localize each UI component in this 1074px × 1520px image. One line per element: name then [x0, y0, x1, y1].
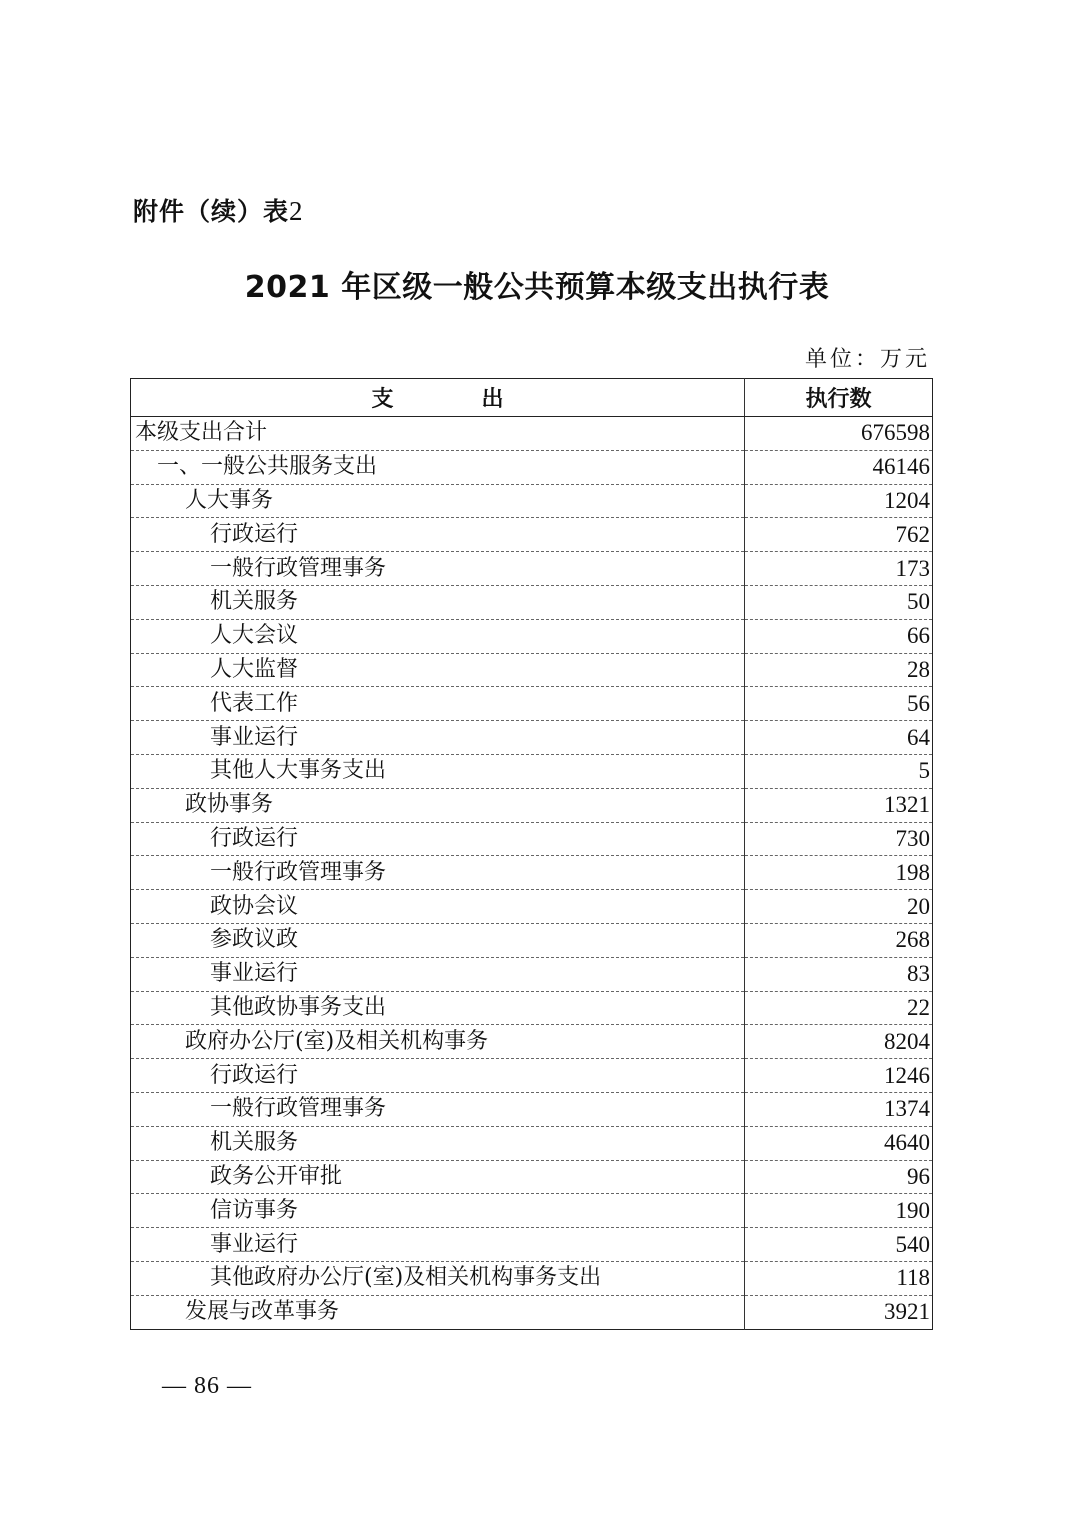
page-number: — 86 —: [162, 1373, 252, 1399]
row-item-name: 参政议政: [131, 923, 745, 957]
table-row: [131, 417, 933, 451]
row-executed-amount: 1374: [745, 1092, 933, 1126]
table-body: [131, 417, 933, 1330]
row-item-name: 政协会议: [131, 890, 745, 924]
table-row: [131, 1295, 933, 1329]
budget-table: [130, 378, 933, 1330]
row-item-name: 代表工作: [131, 687, 745, 721]
table-row: [131, 1160, 933, 1194]
table-row: [131, 1228, 933, 1262]
row-executed-amount: 83: [745, 957, 933, 991]
row-item-name: 信访事务: [131, 1194, 745, 1228]
row-item-name: 政务公开审批: [131, 1160, 745, 1194]
row-item-name: 政协事务: [131, 788, 745, 822]
row-executed-amount: 190: [745, 1194, 933, 1228]
row-item-name: 一般行政管理事务: [131, 856, 745, 890]
column-header-executed-amount: 执行数: [745, 379, 933, 417]
table-row: [131, 585, 933, 619]
row-item-name: 一般行政管理事务: [131, 1092, 745, 1126]
row-executed-amount: 20: [745, 890, 933, 924]
row-executed-amount: 22: [745, 991, 933, 1025]
row-executed-amount: 540: [745, 1228, 933, 1262]
row-item-name: 政府办公厅(室)及相关机构事务: [131, 1025, 745, 1059]
table-row: [131, 890, 933, 924]
row-item-name: 其他政协事务支出: [131, 991, 745, 1025]
table-row: [131, 856, 933, 890]
row-executed-amount: 46146: [745, 450, 933, 484]
row-executed-amount: 762: [745, 518, 933, 552]
row-item-name: 人大监督: [131, 653, 745, 687]
table-row: [131, 991, 933, 1025]
table-row: [131, 484, 933, 518]
table-row: [131, 822, 933, 856]
row-executed-amount: 676598: [745, 417, 933, 451]
table-row: [131, 1025, 933, 1059]
table-row: [131, 923, 933, 957]
row-item-name: 事业运行: [131, 1228, 745, 1262]
row-item-name: 事业运行: [131, 721, 745, 755]
row-executed-amount: 1246: [745, 1059, 933, 1093]
row-item-name: 机关服务: [131, 585, 745, 619]
row-item-name: 行政运行: [131, 1059, 745, 1093]
row-executed-amount: 268: [745, 923, 933, 957]
table-row: [131, 687, 933, 721]
row-executed-amount: 8204: [745, 1025, 933, 1059]
row-item-name: 一般行政管理事务: [131, 552, 745, 586]
row-item-name: 其他人大事务支出: [131, 754, 745, 788]
table-row: [131, 721, 933, 755]
table-row: [131, 653, 933, 687]
row-executed-amount: 50: [745, 585, 933, 619]
table-row: [131, 1194, 933, 1228]
row-item-name: 行政运行: [131, 822, 745, 856]
table-row: [131, 957, 933, 991]
row-item-name: 人大会议: [131, 619, 745, 653]
table-row: [131, 1092, 933, 1126]
table-row: [131, 552, 933, 586]
table-row: [131, 518, 933, 552]
row-item-name: 本级支出合计: [131, 417, 745, 451]
row-item-name: 其他政府办公厅(室)及相关机构事务支出: [131, 1261, 745, 1295]
row-executed-amount: 173: [745, 552, 933, 586]
row-item-name: 机关服务: [131, 1126, 745, 1160]
row-executed-amount: 730: [745, 822, 933, 856]
table-row: [131, 1126, 933, 1160]
row-executed-amount: 1321: [745, 788, 933, 822]
row-executed-amount: 3921: [884, 1299, 930, 1325]
row-executed-amount: 64: [745, 721, 933, 755]
attachment-number: 2: [289, 196, 304, 226]
row-item-name: 发展与改革事务: [131, 1295, 745, 1329]
table-row: [131, 619, 933, 653]
table-row: [131, 754, 933, 788]
row-executed-amount: 198: [745, 856, 933, 890]
table-header-row: [131, 379, 933, 417]
table-row: [131, 450, 933, 484]
unit-label: 单位：万元: [804, 347, 930, 372]
table-row: [131, 1261, 933, 1295]
page-title: 2021 年区级一般公共预算本级支出执行表: [244, 270, 830, 305]
row-executed-amount: 28: [745, 653, 933, 687]
row-item-name: 人大事务: [131, 484, 745, 518]
row-executed-amount: 1204: [745, 484, 933, 518]
row-item-name: 一、一般公共服务支出: [131, 450, 745, 484]
table-row: [131, 1059, 933, 1093]
row-executed-amount: 66: [745, 619, 933, 653]
row-executed-amount: 5: [745, 754, 933, 788]
row-executed-amount: 96: [745, 1160, 933, 1194]
column-header-expenditure: 支 出: [131, 379, 745, 417]
table-row: [131, 788, 933, 822]
row-item-name: 事业运行: [131, 957, 745, 991]
attachment-label-text: 附件（续）表: [133, 197, 290, 226]
row-executed-amount: 118: [745, 1261, 933, 1295]
attachment-label: [133, 192, 304, 228]
row-item-name: 行政运行: [131, 518, 745, 552]
row-executed-amount: 56: [745, 687, 933, 721]
row-executed-amount: 4640: [745, 1126, 933, 1160]
